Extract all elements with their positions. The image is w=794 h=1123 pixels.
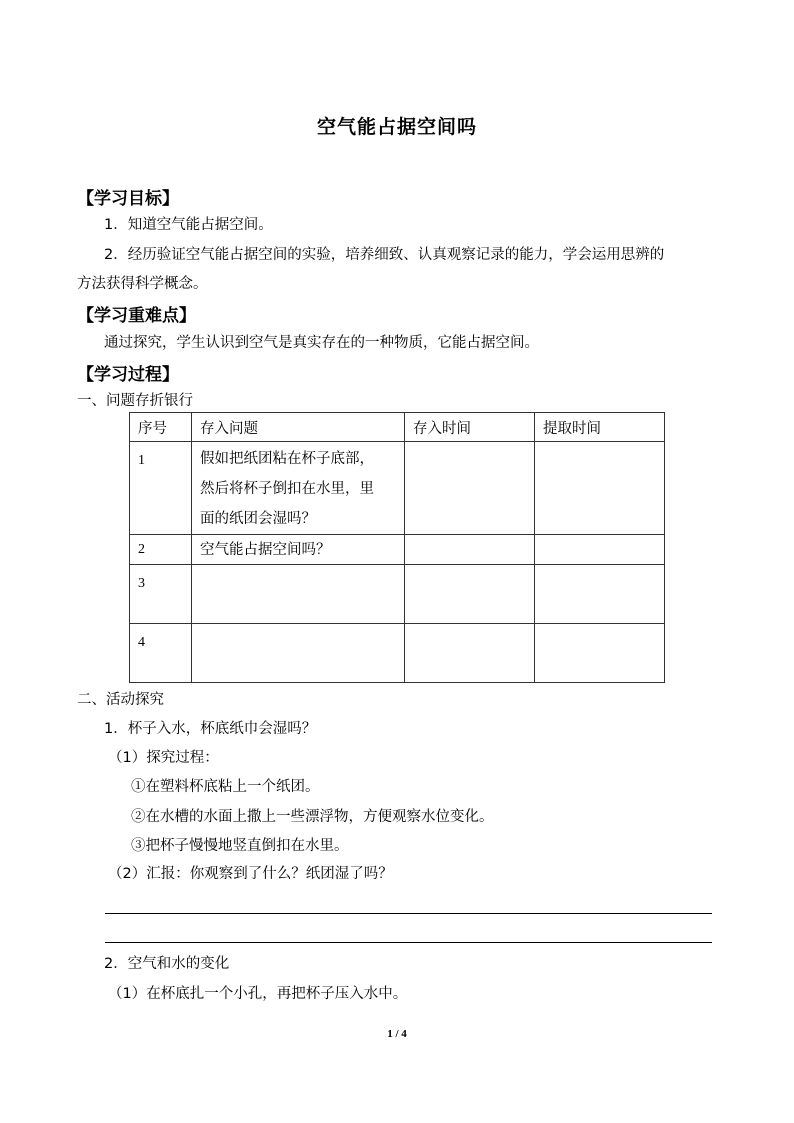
table-row — [130, 624, 665, 683]
header-question: 存入问题 — [200, 421, 258, 437]
page-number: 1 / 4 — [387, 1028, 407, 1040]
question-line: 然后将杯子倒扣在水里，里 — [200, 481, 374, 497]
table-row — [130, 565, 665, 624]
table-row — [130, 442, 665, 535]
goal-item-1: 1．知道空气能占据空间。 — [104, 217, 273, 233]
activity-1-sub-2: （2）汇报：你观察到了什么？纸团湿了吗？ — [108, 866, 393, 882]
row-no: 2 — [138, 542, 145, 557]
section-1-title: 一、问题存折银行 — [77, 393, 193, 409]
row-deposit-time — [405, 565, 534, 573]
row-deposit-time — [405, 624, 534, 632]
row-no: 3 — [138, 576, 145, 591]
header-withdraw-time: 提取时间 — [543, 421, 601, 437]
process-heading: 【学习过程】 — [77, 365, 179, 385]
table-row — [130, 535, 665, 565]
question-line: 假如把纸团粘在杯子底部， — [200, 451, 374, 467]
key-points-text: 通过探究，学生认识到空气是真实存在的一种物质，它能占据空间。 — [104, 335, 539, 351]
row-withdraw-time — [535, 535, 664, 543]
row-withdraw-time — [535, 442, 664, 450]
answer-line[interactable] — [105, 942, 712, 943]
row-no: 4 — [138, 635, 145, 650]
answer-line[interactable] — [105, 913, 712, 914]
goal-item-2-line-1: 2．经历验证空气能占据空间的实验，培养细致、认真观察记录的能力，学会运用思辨的 — [104, 247, 665, 263]
table-header-row — [130, 413, 665, 442]
key-points-heading: 【学习重难点】 — [77, 306, 196, 326]
row-question — [192, 442, 404, 534]
row-withdraw-time — [535, 565, 664, 573]
row-deposit-time — [405, 535, 534, 543]
activity-1-title: 1．杯子入水，杯底纸巾会湿吗？ — [104, 721, 317, 737]
activity-1-step-3: ③把杯子慢慢地竖直倒扣在水里。 — [131, 838, 349, 854]
question-bank-table — [129, 412, 665, 683]
activity-1-sub-1: （1）探究过程： — [108, 750, 219, 766]
section-2-title: 二、活动探究 — [77, 692, 164, 708]
goals-heading: 【学习目标】 — [77, 189, 179, 209]
row-withdraw-time — [535, 624, 664, 632]
page-title: 空气能占据空间吗 — [316, 116, 477, 138]
activity-2-title: 2．空气和水的变化 — [104, 956, 230, 972]
header-deposit-time: 存入时间 — [413, 421, 471, 437]
goal-item-2-line-2: 方法获得科学概念。 — [77, 276, 208, 292]
row-question — [192, 565, 404, 573]
row-deposit-time — [405, 442, 534, 450]
header-no: 序号 — [138, 421, 167, 437]
question-line: 面的纸团会湿吗？ — [200, 511, 316, 527]
row-question: 空气能占据空间吗？ — [200, 542, 331, 558]
row-no: 1 — [138, 453, 145, 468]
row-question — [192, 624, 404, 632]
activity-1-step-1: ①在塑料杯底粘上一个纸团。 — [131, 779, 320, 795]
activity-2-sub-1: （1）在杯底扎一个小孔，再把杯子压入水中。 — [108, 986, 408, 1002]
activity-1-step-2: ②在水槽的水面上撒上一些漂浮物，方便观察水位变化。 — [131, 809, 494, 825]
